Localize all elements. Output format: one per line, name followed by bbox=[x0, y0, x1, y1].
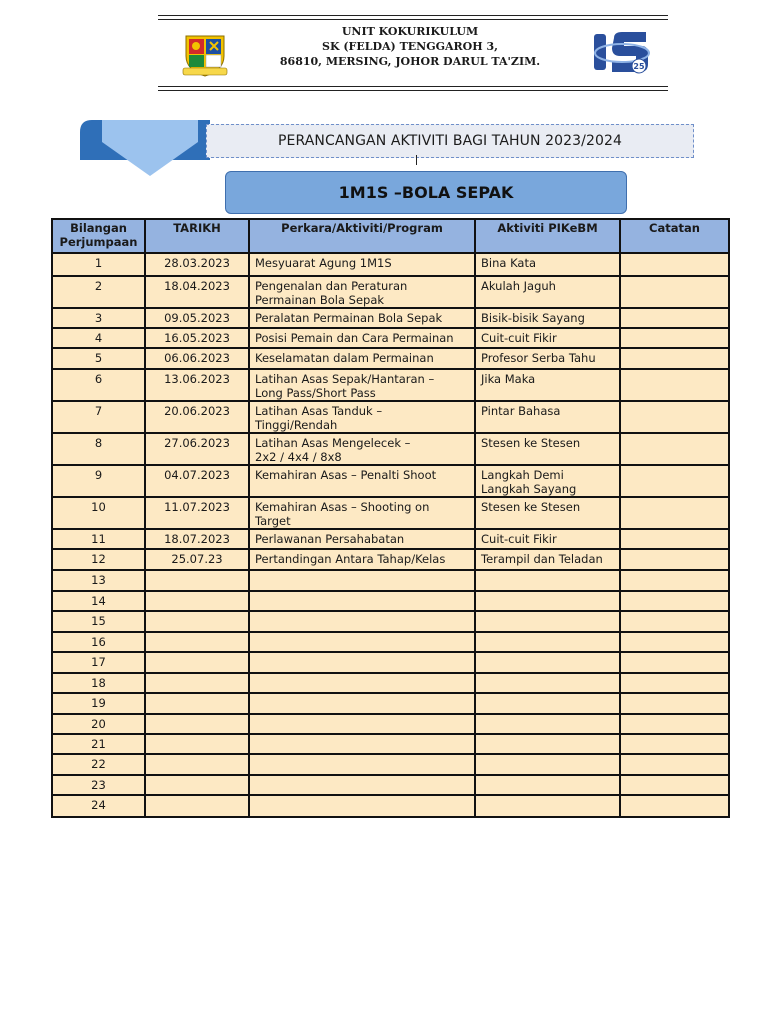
cell-aktiviti bbox=[249, 401, 475, 433]
cell-bilangan-text: 13 bbox=[91, 573, 106, 587]
cell-tarikh bbox=[145, 632, 249, 652]
cell-aktiviti-text: Latihan Asas Sepak/Hantaran – bbox=[255, 372, 435, 386]
cell-aktiviti bbox=[249, 652, 475, 673]
cell-aktiviti-text: Kemahiran Asas – Penalti Shoot bbox=[255, 468, 437, 482]
cell-pikebm bbox=[475, 529, 620, 549]
cell-tarikh-text: 16.05.2023 bbox=[164, 331, 230, 345]
cell-pikebm bbox=[475, 591, 620, 611]
table-row bbox=[52, 253, 729, 276]
table-row bbox=[52, 497, 729, 529]
cell-bilangan bbox=[52, 754, 145, 775]
cell-bilangan-text: 22 bbox=[91, 757, 106, 771]
cell-aktiviti-text: Keselamatan dalam Permainan bbox=[255, 351, 434, 365]
table-row bbox=[52, 549, 729, 570]
table-row bbox=[52, 328, 729, 348]
cell-catatan bbox=[620, 369, 729, 401]
cell-pikebm bbox=[475, 433, 620, 465]
cell-bilangan-text: 3 bbox=[94, 311, 103, 325]
column-header: Perkara/Aktiviti/Program bbox=[249, 219, 475, 253]
cell-bilangan-text: 17 bbox=[91, 655, 106, 669]
cell-tarikh bbox=[145, 795, 249, 817]
cell-catatan bbox=[620, 497, 729, 529]
cell-pikebm-text: Akulah Jaguh bbox=[481, 279, 556, 293]
cell-pikebm-text: Stesen ke Stesen bbox=[481, 436, 581, 450]
cell-tarikh bbox=[145, 497, 249, 529]
cell-catatan bbox=[620, 673, 729, 693]
column-header: Bilangan Perjumpaan bbox=[52, 219, 145, 253]
cell-bilangan-text: 15 bbox=[91, 614, 106, 628]
cell-aktiviti bbox=[249, 570, 475, 591]
cell-bilangan bbox=[52, 673, 145, 693]
activity-subtitle: 1M1S –BOLA SEPAK bbox=[225, 171, 627, 214]
cell-aktiviti bbox=[249, 497, 475, 529]
cell-bilangan bbox=[52, 253, 145, 276]
table-row bbox=[52, 369, 729, 401]
cell-aktiviti bbox=[249, 433, 475, 465]
cell-tarikh-text: 06.06.2023 bbox=[164, 351, 230, 365]
cell-pikebm-text: Cuit-cuit Fikir bbox=[481, 532, 557, 546]
cell-pikebm bbox=[475, 611, 620, 632]
cell-pikebm-text: Pintar Bahasa bbox=[481, 404, 561, 418]
cell-tarikh bbox=[145, 308, 249, 328]
cell-tarikh bbox=[145, 693, 249, 714]
cell-pikebm bbox=[475, 693, 620, 714]
cell-pikebm-text: Terampil dan Teladan bbox=[481, 552, 603, 566]
cell-aktiviti bbox=[249, 591, 475, 611]
cell-pikebm bbox=[475, 632, 620, 652]
cell-aktiviti bbox=[249, 549, 475, 570]
cell-aktiviti bbox=[249, 693, 475, 714]
cell-bilangan bbox=[52, 734, 145, 754]
cell-bilangan bbox=[52, 591, 145, 611]
cell-pikebm bbox=[475, 369, 620, 401]
school-name: SK (FELDA) TENGGAROH 3, bbox=[322, 40, 498, 53]
cell-pikebm bbox=[475, 570, 620, 591]
cell-bilangan-text: 5 bbox=[94, 351, 103, 365]
cell-pikebm-text: Stesen ke Stesen bbox=[481, 500, 581, 514]
cell-bilangan-text: 12 bbox=[91, 552, 106, 566]
cell-tarikh bbox=[145, 348, 249, 369]
cell-aktiviti-text: Tinggi/Rendah bbox=[255, 418, 338, 432]
cell-aktiviti bbox=[249, 734, 475, 754]
cell-catatan bbox=[620, 734, 729, 754]
cell-tarikh-text: 11.07.2023 bbox=[164, 500, 230, 514]
cell-catatan bbox=[620, 401, 729, 433]
cell-bilangan-text: 11 bbox=[91, 532, 106, 546]
cell-tarikh bbox=[145, 570, 249, 591]
table-row bbox=[52, 652, 729, 673]
header-rule-top bbox=[158, 15, 668, 16]
cell-bilangan-text: 2 bbox=[94, 279, 103, 293]
school-header bbox=[240, 24, 580, 69]
cell-catatan bbox=[620, 754, 729, 775]
cell-tarikh bbox=[145, 591, 249, 611]
cell-aktiviti bbox=[249, 611, 475, 632]
cell-pikebm bbox=[475, 328, 620, 348]
cell-pikebm bbox=[475, 497, 620, 529]
cell-bilangan-text: 1 bbox=[94, 256, 103, 270]
cell-bilangan bbox=[52, 433, 145, 465]
cell-tarikh bbox=[145, 775, 249, 795]
cell-pikebm-text: Jika Maka bbox=[481, 372, 536, 386]
cell-aktiviti-text: 2x2 / 4x4 / 8x8 bbox=[255, 450, 342, 464]
cell-bilangan bbox=[52, 401, 145, 433]
cell-pikebm bbox=[475, 652, 620, 673]
cell-pikebm bbox=[475, 734, 620, 754]
cell-catatan bbox=[620, 308, 729, 328]
cell-tarikh bbox=[145, 611, 249, 632]
table-body bbox=[52, 253, 729, 817]
banner-connector bbox=[416, 155, 417, 165]
cell-catatan bbox=[620, 611, 729, 632]
cell-bilangan bbox=[52, 276, 145, 308]
cell-aktiviti bbox=[249, 754, 475, 775]
column-header: Catatan bbox=[620, 219, 729, 253]
school-address: 86810, MERSING, JOHOR DARUL TA'ZIM. bbox=[279, 55, 541, 68]
cell-aktiviti-text: Latihan Asas Tanduk – bbox=[255, 404, 383, 418]
table-row bbox=[52, 591, 729, 611]
cell-tarikh-text: 28.03.2023 bbox=[164, 256, 230, 270]
table-row bbox=[52, 673, 729, 693]
table-row bbox=[52, 693, 729, 714]
cell-bilangan bbox=[52, 714, 145, 734]
table-row bbox=[52, 433, 729, 465]
cell-bilangan bbox=[52, 529, 145, 549]
cell-tarikh bbox=[145, 253, 249, 276]
cell-aktiviti bbox=[249, 308, 475, 328]
cell-bilangan bbox=[52, 652, 145, 673]
cell-aktiviti bbox=[249, 632, 475, 652]
cell-tarikh-text: 27.06.2023 bbox=[164, 436, 230, 450]
cell-bilangan-text: 23 bbox=[91, 778, 106, 792]
cell-pikebm bbox=[475, 465, 620, 497]
cell-aktiviti bbox=[249, 465, 475, 497]
cell-bilangan-text: 7 bbox=[94, 404, 103, 418]
cell-aktiviti bbox=[249, 775, 475, 795]
cell-catatan bbox=[620, 652, 729, 673]
header-rule-bottom bbox=[158, 90, 668, 91]
activity-plan-table bbox=[51, 218, 730, 818]
cell-bilangan-text: 8 bbox=[94, 436, 103, 450]
cell-pikebm bbox=[475, 253, 620, 276]
cell-tarikh-text: 13.06.2023 bbox=[164, 372, 230, 386]
cell-tarikh-text: 18.07.2023 bbox=[164, 532, 230, 546]
cell-aktiviti bbox=[249, 529, 475, 549]
cell-aktiviti-text: Peralatan Permainan Bola Sepak bbox=[255, 311, 443, 325]
cell-tarikh bbox=[145, 369, 249, 401]
cell-pikebm-text: Profesor Serba Tahu bbox=[481, 351, 596, 365]
unit-name: UNIT KOKURIKULUM bbox=[341, 25, 479, 38]
cell-bilangan bbox=[52, 632, 145, 652]
cell-catatan bbox=[620, 714, 729, 734]
cell-pikebm bbox=[475, 276, 620, 308]
cell-bilangan-text: 21 bbox=[91, 737, 106, 751]
cell-bilangan-text: 6 bbox=[94, 372, 103, 386]
cell-bilangan bbox=[52, 465, 145, 497]
cell-catatan bbox=[620, 529, 729, 549]
table-row bbox=[52, 308, 729, 328]
header-rule-bottom-inner bbox=[158, 86, 668, 87]
cell-aktiviti-text: Mesyuarat Agung 1M1S bbox=[255, 256, 392, 270]
cell-tarikh bbox=[145, 401, 249, 433]
cell-aktiviti bbox=[249, 276, 475, 308]
table-row bbox=[52, 529, 729, 549]
cell-bilangan bbox=[52, 308, 145, 328]
cell-pikebm bbox=[475, 308, 620, 328]
cell-catatan bbox=[620, 348, 729, 369]
column-header: Aktiviti PIKeBM bbox=[475, 219, 620, 253]
cell-bilangan bbox=[52, 348, 145, 369]
table-row bbox=[52, 348, 729, 369]
cell-aktiviti-text: Pengenalan dan Peraturan bbox=[255, 279, 408, 293]
cell-pikebm bbox=[475, 401, 620, 433]
cell-catatan bbox=[620, 328, 729, 348]
cell-aktiviti-text: Target bbox=[255, 514, 291, 528]
cell-catatan bbox=[620, 570, 729, 591]
table-row bbox=[52, 734, 729, 754]
cell-aktiviti bbox=[249, 673, 475, 693]
cell-aktiviti-text: Latihan Asas Mengelecek – bbox=[255, 436, 411, 450]
table-row bbox=[52, 611, 729, 632]
cell-pikebm bbox=[475, 754, 620, 775]
cell-catatan bbox=[620, 549, 729, 570]
cell-catatan bbox=[620, 795, 729, 817]
is25-logo-mark: 25 bbox=[633, 62, 645, 71]
cell-aktiviti bbox=[249, 348, 475, 369]
cell-catatan bbox=[620, 253, 729, 276]
cell-bilangan-text: 20 bbox=[91, 717, 106, 731]
table-row bbox=[52, 754, 729, 775]
cell-tarikh bbox=[145, 465, 249, 497]
cell-aktiviti bbox=[249, 328, 475, 348]
cell-pikebm bbox=[475, 348, 620, 369]
table-row bbox=[52, 632, 729, 652]
cell-tarikh bbox=[145, 652, 249, 673]
cell-bilangan bbox=[52, 570, 145, 591]
cell-catatan bbox=[620, 591, 729, 611]
table-row bbox=[52, 795, 729, 817]
cell-bilangan-text: 24 bbox=[91, 798, 106, 812]
cell-aktiviti-text: Perlawanan Persahabatan bbox=[255, 532, 405, 546]
cell-aktiviti-text: Kemahiran Asas – Shooting on bbox=[255, 500, 430, 514]
cell-tarikh bbox=[145, 433, 249, 465]
cell-pikebm bbox=[475, 549, 620, 570]
column-header: TARIKH bbox=[145, 219, 249, 253]
cell-tarikh bbox=[145, 754, 249, 775]
cell-bilangan bbox=[52, 775, 145, 795]
cell-catatan bbox=[620, 433, 729, 465]
table-row bbox=[52, 465, 729, 497]
cell-bilangan-text: 14 bbox=[91, 594, 106, 608]
banner-title: PERANCANGAN AKTIVITI BAGI TAHUN 2023/2024 bbox=[277, 133, 623, 149]
cell-aktiviti bbox=[249, 369, 475, 401]
cell-bilangan-text: 16 bbox=[91, 635, 106, 649]
cell-catatan bbox=[620, 775, 729, 795]
cell-aktiviti-text: Long Pass/Short Pass bbox=[255, 386, 376, 400]
cell-aktiviti-text: Permainan Bola Sepak bbox=[255, 293, 385, 307]
cell-bilangan bbox=[52, 549, 145, 570]
cell-pikebm-text: Langkah Demi bbox=[481, 468, 564, 482]
cell-aktiviti-text: Pertandingan Antara Tahap/Kelas bbox=[255, 552, 446, 566]
cell-bilangan bbox=[52, 795, 145, 817]
cell-pikebm-text: Cuit-cuit Fikir bbox=[481, 331, 557, 345]
cell-catatan bbox=[620, 465, 729, 497]
cell-pikebm bbox=[475, 795, 620, 817]
cell-bilangan-text: 9 bbox=[94, 468, 103, 482]
cell-aktiviti bbox=[249, 714, 475, 734]
cell-tarikh bbox=[145, 529, 249, 549]
cell-tarikh-text: 25.07.23 bbox=[171, 552, 223, 566]
cell-catatan bbox=[620, 276, 729, 308]
cell-bilangan-text: 18 bbox=[91, 676, 106, 690]
cell-tarikh bbox=[145, 276, 249, 308]
table-row bbox=[52, 401, 729, 433]
cell-tarikh bbox=[145, 549, 249, 570]
cell-pikebm-text: Bisik-bisik Sayang bbox=[481, 311, 585, 325]
table-header-row bbox=[52, 219, 729, 253]
cell-pikebm bbox=[475, 775, 620, 795]
cell-pikebm bbox=[475, 673, 620, 693]
table-row bbox=[52, 276, 729, 308]
cell-tarikh-text: 20.06.2023 bbox=[164, 404, 230, 418]
cell-tarikh bbox=[145, 714, 249, 734]
table-row bbox=[52, 714, 729, 734]
cell-pikebm-text: Langkah Sayang bbox=[481, 482, 577, 496]
cell-bilangan bbox=[52, 693, 145, 714]
cell-bilangan bbox=[52, 328, 145, 348]
cell-tarikh-text: 04.07.2023 bbox=[164, 468, 230, 482]
cell-bilangan-text: 19 bbox=[91, 696, 106, 710]
cell-pikebm-text: Bina Kata bbox=[481, 256, 537, 270]
cell-tarikh bbox=[145, 673, 249, 693]
cell-bilangan bbox=[52, 611, 145, 632]
cell-bilangan bbox=[52, 497, 145, 529]
header-rule-top-inner bbox=[158, 19, 668, 20]
cell-bilangan-text: 4 bbox=[94, 331, 103, 345]
cell-tarikh bbox=[145, 734, 249, 754]
cell-catatan bbox=[620, 632, 729, 652]
cell-aktiviti bbox=[249, 253, 475, 276]
is25-logo-icon bbox=[592, 28, 652, 78]
cell-aktiviti-text: Posisi Pemain dan Cara Permainan bbox=[255, 331, 454, 345]
cell-tarikh-text: 18.04.2023 bbox=[164, 279, 230, 293]
cell-bilangan-text: 10 bbox=[91, 500, 106, 514]
school-crest-icon bbox=[180, 30, 230, 78]
cell-tarikh bbox=[145, 328, 249, 348]
cell-bilangan bbox=[52, 369, 145, 401]
table-row bbox=[52, 570, 729, 591]
cell-pikebm bbox=[475, 714, 620, 734]
cell-tarikh-text: 09.05.2023 bbox=[164, 311, 230, 325]
cell-catatan bbox=[620, 693, 729, 714]
table-row bbox=[52, 775, 729, 795]
cell-aktiviti bbox=[249, 795, 475, 817]
